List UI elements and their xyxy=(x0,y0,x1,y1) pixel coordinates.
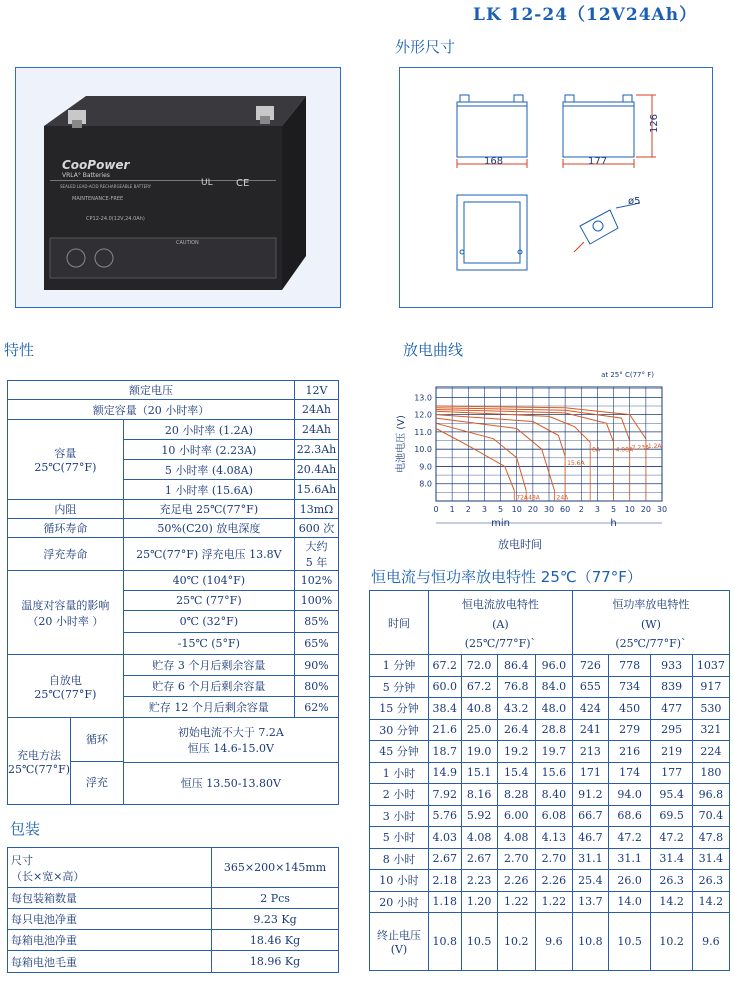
cc-value: 40.8 xyxy=(461,698,497,720)
capacity-value: 24Ah xyxy=(295,420,339,440)
page-title: LK 12-24（12V24Ah） xyxy=(473,5,698,25)
temperature-value: 65% xyxy=(295,633,339,655)
series-label: 72A xyxy=(516,494,529,502)
cp-value: 213 xyxy=(572,741,608,763)
characteristics-table xyxy=(7,380,339,805)
cp-value: 47.2 xyxy=(608,827,651,849)
cc-value: 76.8 xyxy=(497,676,535,698)
cc-value: 8.16 xyxy=(461,784,497,806)
x-tick-label: 5 xyxy=(498,505,504,514)
discharge-time: 2 小时 xyxy=(370,784,429,806)
cc-value: 2.70 xyxy=(535,848,572,870)
capacity-value: 20.4Ah xyxy=(295,460,339,480)
cycle-use-value xyxy=(123,718,338,763)
discharge-row xyxy=(370,676,730,698)
end-voltage-cell: 9.6 xyxy=(692,913,729,971)
discharge-time: 1 分钟 xyxy=(370,655,429,677)
cycle-use-label: 循环 xyxy=(71,718,123,762)
ul-mark: UL xyxy=(201,178,213,188)
cp-value: 726 xyxy=(572,655,608,677)
cp-value: 778 xyxy=(608,655,651,677)
capacity-rate: 5 小时率 (4.08A) xyxy=(123,460,294,480)
self-discharge-temp: 25℃(77°F) xyxy=(34,687,97,701)
series-line xyxy=(436,418,555,491)
cc-value: 2.26 xyxy=(535,870,572,892)
temperature-value: 100% xyxy=(295,591,339,611)
cp-value: 180 xyxy=(692,762,729,784)
package-row-label: 每只电池净重 xyxy=(8,909,212,930)
rated-capacity-label: 额定容量（20 小时率） xyxy=(8,400,295,420)
chart-condition: at 25° C(77° F) xyxy=(601,371,654,379)
discharge-time: 5 分钟 xyxy=(370,676,429,698)
cc-value: 43.2 xyxy=(497,698,535,720)
cp-value: 31.4 xyxy=(692,848,729,870)
discharge-time: 3 小时 xyxy=(370,805,429,827)
cp-value: 295 xyxy=(651,719,692,741)
time-header: 时间 xyxy=(370,591,429,655)
x-tick-label: 20 xyxy=(640,505,651,514)
dim-hole: ø5 xyxy=(628,196,641,207)
cc-unit: (A) xyxy=(492,617,509,631)
cp-value: 68.6 xyxy=(608,805,651,827)
float-life-condition: 25℃(77°F) 浮充电压 13.8V xyxy=(123,538,294,571)
cc-value: 2.70 xyxy=(497,848,535,870)
cp-temp: (25℃/77°F)` xyxy=(615,636,687,650)
battery-sub1: VRLA° Batteries xyxy=(62,172,110,179)
cycle-life-condition: 50%(C20) 放电深度 xyxy=(123,519,294,538)
x-tick-label: 10 xyxy=(511,505,522,514)
discharge-row xyxy=(370,848,730,870)
x-tick-label: 3 xyxy=(481,505,487,514)
cc-value: 19.7 xyxy=(535,741,572,763)
end-voltage-cell: 10.2 xyxy=(497,913,535,971)
ce-mark: CE xyxy=(236,178,250,189)
cp-value: 241 xyxy=(572,719,608,741)
series-label: 1.2A xyxy=(647,442,662,450)
discharge-row xyxy=(370,784,730,806)
cp-value: 95.4 xyxy=(651,784,692,806)
cycle-use-current: 初始电流不大于 7.2A xyxy=(177,725,284,739)
cp-value: 839 xyxy=(651,676,692,698)
x-tick-label: 30 xyxy=(656,505,668,514)
cp-value: 321 xyxy=(692,719,729,741)
cc-value: 2.67 xyxy=(428,848,461,870)
series-label: 4.08A xyxy=(615,446,634,454)
resistance-condition: 充足电 25℃(77°F) xyxy=(123,500,294,519)
discharge-time: 45 分钟 xyxy=(370,741,429,763)
cc-value: 86.4 xyxy=(497,655,535,677)
cp-value: 26.3 xyxy=(651,870,692,892)
capacity-rate: 20 小时率 (1.2A) xyxy=(123,420,294,440)
charge-method-title: 充电方法 xyxy=(17,748,61,762)
cc-value: 15.6 xyxy=(535,762,572,784)
x-tick-label: 5 xyxy=(611,505,617,514)
section-discharge-title: 恒电流与恒功率放电特性 25℃（77°F） xyxy=(371,568,642,586)
cp-value: 450 xyxy=(608,698,651,720)
dim-height: 126 xyxy=(649,113,661,134)
x-tick-label: 1 xyxy=(449,505,455,514)
section-curve-title: 放电曲线 xyxy=(403,341,464,359)
dim-width: 177 xyxy=(588,156,608,167)
cycle-life-value: 600 次 xyxy=(295,519,339,538)
cc-value: 6.08 xyxy=(535,805,572,827)
x-tick-label: 3 xyxy=(594,505,600,514)
cc-temp: (25℃/77°F)` xyxy=(464,636,536,650)
rated-voltage-label: 额定电压 xyxy=(8,381,295,400)
discharge-time: 10 小时 xyxy=(370,870,429,892)
discharge-row xyxy=(370,741,730,763)
section-dimensions-title: 外形尺寸 xyxy=(395,38,456,56)
self-discharge-value: 90% xyxy=(295,655,339,676)
cc-value: 8.28 xyxy=(497,784,535,806)
capacity-value: 15.6Ah xyxy=(295,480,339,500)
cc-value: 26.4 xyxy=(497,719,535,741)
charge-method-cell xyxy=(8,718,124,805)
cp-value: 69.5 xyxy=(651,805,692,827)
y-tick-label: 12.0 xyxy=(414,410,432,420)
battery-sub3: MAINTENANCE-FREE xyxy=(72,196,124,202)
resistance-label: 内阻 xyxy=(8,500,124,519)
float-use-label: 浮充 xyxy=(85,776,108,789)
x-unit-min: min xyxy=(491,518,511,529)
package-row-value: 18.96 Kg xyxy=(212,951,339,973)
x-tick-label: 30 xyxy=(543,505,555,514)
cc-value: 1.18 xyxy=(428,891,461,913)
capacity-rate: 10 小时率 (2.23A) xyxy=(123,440,294,460)
cc-value: 6.00 xyxy=(497,805,535,827)
battery-photo xyxy=(15,67,341,308)
cp-value: 91.2 xyxy=(572,784,608,806)
cp-value: 655 xyxy=(572,676,608,698)
package-row-label: 每箱电池净重 xyxy=(8,930,212,951)
cp-title: 恒功率放电特性 xyxy=(612,597,690,611)
series-label: 48A xyxy=(528,494,540,502)
cp-value: 734 xyxy=(608,676,651,698)
cp-value: 224 xyxy=(692,741,729,763)
capacity-label xyxy=(8,420,124,500)
cycle-use-voltage: 恒压 14.6-15.0V xyxy=(187,741,274,755)
discharge-time: 8 小时 xyxy=(370,848,429,870)
cc-value: 2.67 xyxy=(461,848,497,870)
cc-value: 25.0 xyxy=(461,719,497,741)
temperature-title: 温度对容量的影响 xyxy=(21,598,110,612)
cp-value: 174 xyxy=(608,762,651,784)
package-size-label xyxy=(8,848,212,888)
cc-value: 28.8 xyxy=(535,719,572,741)
end-voltage-title: 终止电压 xyxy=(376,929,421,942)
series-line xyxy=(436,429,514,491)
discharge-row xyxy=(370,655,730,677)
cc-value: 2.18 xyxy=(428,870,461,892)
capacity-rate: 1 小时率 (15.6A) xyxy=(123,480,294,500)
y-axis-label: 电池电压 (V) xyxy=(396,415,407,473)
cp-value: 96.8 xyxy=(692,784,729,806)
end-voltage-cell: 10.8 xyxy=(428,913,461,971)
cp-value: 25.4 xyxy=(572,870,608,892)
discharge-row xyxy=(370,891,730,913)
y-tick-label: 8.0 xyxy=(419,479,432,489)
rated-capacity-value: 24Ah xyxy=(295,400,339,420)
cc-value: 7.92 xyxy=(428,784,461,806)
end-voltage-label xyxy=(370,913,429,971)
x-axis-label: 放电时间 xyxy=(498,538,542,551)
cc-value: 38.4 xyxy=(428,698,461,720)
cp-value: 424 xyxy=(572,698,608,720)
battery-model: CP12-24.0(12V,24.0Ah) xyxy=(86,216,145,222)
charge-method-label xyxy=(8,718,71,804)
series-line xyxy=(436,423,526,490)
cp-value: 1037 xyxy=(692,655,729,677)
discharge-curve-chart xyxy=(390,366,670,556)
temperature-value: 102% xyxy=(295,571,339,591)
charge-mode-column xyxy=(71,718,123,804)
cc-value: 15.4 xyxy=(497,762,535,784)
self-discharge-value: 80% xyxy=(295,676,339,697)
x-tick-label: 2 xyxy=(465,505,471,514)
package-size-value: 365×200×145mm xyxy=(212,848,339,888)
x-tick-label: 0 xyxy=(433,505,439,514)
package-row-value: 9.23 Kg xyxy=(212,909,339,930)
package-row-value: 2 Pcs xyxy=(212,888,339,909)
cc-value: 4.08 xyxy=(461,827,497,849)
series-label: 2.23A xyxy=(631,444,650,452)
self-discharge-condition: 贮存 12 个月后剩余容量 xyxy=(123,697,294,718)
series-label: 24A xyxy=(556,494,569,502)
cp-value: 31.4 xyxy=(651,848,692,870)
cc-value: 1.22 xyxy=(535,891,572,913)
cp-value: 31.1 xyxy=(572,848,608,870)
cc-value: 4.03 xyxy=(428,827,461,849)
battery-sub2: SEALED LEAD-ACID RECHARGEABLE BATTERY xyxy=(60,184,152,189)
dimension-svg xyxy=(400,68,712,307)
cp-value: 177 xyxy=(651,762,692,784)
cp-value: 530 xyxy=(692,698,729,720)
cc-value: 19.2 xyxy=(497,741,535,763)
discharge-row xyxy=(370,719,730,741)
cc-value: 60.0 xyxy=(428,676,461,698)
discharge-row xyxy=(370,698,730,720)
cc-value: 1.22 xyxy=(497,891,535,913)
cp-value: 31.1 xyxy=(608,848,651,870)
cc-value: 2.23 xyxy=(461,870,497,892)
self-discharge-condition: 贮存 6 个月后剩余容量 xyxy=(123,676,294,697)
discharge-row xyxy=(370,827,730,849)
series-label: 15.6A xyxy=(567,460,585,468)
cp-value: 13.7 xyxy=(572,891,608,913)
cc-value: 5.76 xyxy=(428,805,461,827)
discharge-time: 1 小时 xyxy=(370,762,429,784)
cp-value: 219 xyxy=(651,741,692,763)
capacity-value: 22.3Ah xyxy=(295,440,339,460)
end-voltage-unit: (V) xyxy=(390,943,408,956)
self-discharge-label xyxy=(8,655,124,718)
dimension-drawing xyxy=(399,67,713,308)
x-tick-label: 2 xyxy=(578,505,584,514)
cc-header xyxy=(428,591,572,655)
discharge-row xyxy=(370,870,730,892)
float-life-value-2: 5 年 xyxy=(305,556,328,569)
end-voltage-cell: 10.5 xyxy=(608,913,651,971)
cp-value: 477 xyxy=(651,698,692,720)
y-tick-label: 10.0 xyxy=(414,445,432,455)
discharge-time: 30 分钟 xyxy=(370,719,429,741)
battery-caution: CAUTION xyxy=(176,240,199,246)
package-row-label: 每包装箱数量 xyxy=(8,888,212,909)
cp-value: 14.2 xyxy=(692,891,729,913)
cp-value: 26.3 xyxy=(692,870,729,892)
cc-value: 1.20 xyxy=(461,891,497,913)
package-row-label: 每箱电池毛重 xyxy=(8,951,212,973)
end-voltage-cell: 10.5 xyxy=(461,913,497,971)
cp-value: 216 xyxy=(608,741,651,763)
cc-value: 4.08 xyxy=(497,827,535,849)
package-row-value: 18.46 Kg xyxy=(212,930,339,951)
charge-method-inner xyxy=(8,718,123,804)
cc-value: 14.9 xyxy=(428,762,461,784)
cp-value: 279 xyxy=(608,719,651,741)
series-label: 8A xyxy=(592,446,601,454)
x-unit-h: h xyxy=(610,518,617,529)
x-tick-label: 10 xyxy=(624,505,635,514)
cc-value: 21.6 xyxy=(428,719,461,741)
cp-value: 47.2 xyxy=(651,827,692,849)
cc-value: 48.0 xyxy=(535,698,572,720)
cp-value: 14.0 xyxy=(608,891,651,913)
cp-value: 46.7 xyxy=(572,827,608,849)
self-discharge-title: 自放电 xyxy=(48,673,82,687)
y-tick-label: 9.0 xyxy=(419,462,432,472)
cc-value: 2.26 xyxy=(497,870,535,892)
cp-value: 14.2 xyxy=(651,891,692,913)
capacity-title: 容量 xyxy=(54,447,77,460)
cp-value: 47.8 xyxy=(692,827,729,849)
y-tick-label: 11.0 xyxy=(414,427,432,437)
cp-value: 171 xyxy=(572,762,608,784)
cc-value: 84.0 xyxy=(535,676,572,698)
package-size-title: 尺寸 xyxy=(11,853,33,867)
float-use-value: 恒压 13.50-13.80V xyxy=(123,762,338,805)
discharge-time: 20 小时 xyxy=(370,891,429,913)
cp-value: 26.0 xyxy=(608,870,651,892)
section-characteristics-title: 特性 xyxy=(4,341,35,359)
capacity-temp: 25℃(77°F) xyxy=(34,461,97,474)
cycle-life-label: 循环寿命 xyxy=(8,519,124,538)
x-tick-label: 20 xyxy=(527,505,538,514)
discharge-row xyxy=(370,762,730,784)
cp-value: 933 xyxy=(651,655,692,677)
cc-value: 4.13 xyxy=(535,827,572,849)
x-tick-label: 60 xyxy=(560,505,571,514)
cc-value: 72.0 xyxy=(461,655,497,677)
cp-value: 66.7 xyxy=(572,805,608,827)
cc-value: 67.2 xyxy=(428,655,461,677)
cp-value: 917 xyxy=(692,676,729,698)
discharge-time: 15 分钟 xyxy=(370,698,429,720)
cc-value: 18.7 xyxy=(428,741,461,763)
discharge-row xyxy=(370,805,730,827)
discharge-time: 5 小时 xyxy=(370,827,429,849)
cp-value: 94.0 xyxy=(608,784,651,806)
temperature-value: 85% xyxy=(295,611,339,633)
cc-title: 恒电流放电特性 xyxy=(461,597,539,611)
self-discharge-value: 62% xyxy=(295,697,339,718)
cc-value: 5.92 xyxy=(461,805,497,827)
discharge-table xyxy=(369,590,730,971)
float-life-label: 浮充寿命 xyxy=(8,538,124,571)
temperature-label xyxy=(8,571,124,655)
y-tick-label: 13.0 xyxy=(414,393,432,403)
rated-voltage-value: 12V xyxy=(295,381,339,400)
dim-length: 168 xyxy=(484,156,504,167)
end-voltage-cell: 9.6 xyxy=(535,913,572,971)
battery-brand: CooPower xyxy=(62,158,130,172)
cp-unit: (W) xyxy=(640,617,661,631)
section-package-title: 包装 xyxy=(10,820,41,838)
self-discharge-condition: 贮存 3 个月后剩余容量 xyxy=(123,655,294,676)
float-life-value-1: 大约 xyxy=(305,540,328,553)
cp-value: 70.4 xyxy=(692,805,729,827)
cc-value: 19.0 xyxy=(461,741,497,763)
end-voltage-cell: 10.8 xyxy=(572,913,608,971)
cp-header xyxy=(572,591,729,655)
cc-value: 15.1 xyxy=(461,762,497,784)
package-size-subtitle: （长×宽×高） xyxy=(11,869,85,883)
float-life-value xyxy=(295,538,339,571)
cc-value: 67.2 xyxy=(461,676,497,698)
cc-value: 8.40 xyxy=(535,784,572,806)
temperature-condition: 0℃ (32°F) xyxy=(123,611,294,633)
resistance-value: 13mΩ xyxy=(295,500,339,519)
temperature-condition: -15℃ (5°F) xyxy=(123,633,294,655)
temperature-subtitle: （20 小时率 ） xyxy=(27,614,104,628)
temperature-condition: 25℃ (77°F) xyxy=(123,591,294,611)
package-table xyxy=(7,847,339,973)
temperature-condition: 40℃ (104°F) xyxy=(123,571,294,591)
charge-method-temp: 25℃(77°F) xyxy=(8,762,71,776)
cc-value: 96.0 xyxy=(535,655,572,677)
end-voltage-cell: 10.2 xyxy=(651,913,692,971)
